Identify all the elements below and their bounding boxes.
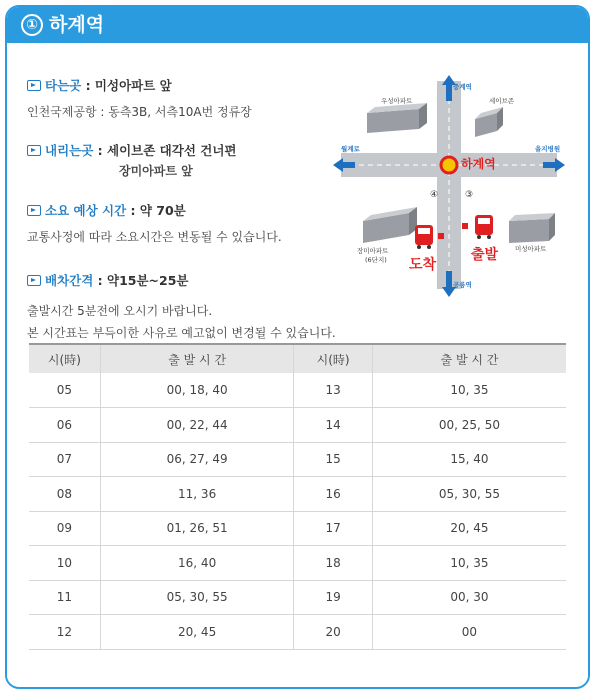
table-row	[29, 408, 566, 443]
west-arrow-icon	[333, 158, 343, 172]
map-building-bl-label: 장미아파트	[357, 247, 389, 255]
hour-cell: 09	[29, 511, 100, 546]
duration-value: : 약 70분	[126, 203, 186, 218]
duration-detail: 교통사정에 따라 소요시간은 변동될 수 있습니다.	[27, 230, 282, 244]
map-building-bl-sub-label: (6단지)	[365, 256, 387, 264]
map-south-label: 공릉역	[453, 281, 472, 289]
hour-cell: 11	[29, 580, 100, 615]
map-corner-3: ③	[465, 190, 474, 200]
map-corner-4: ④	[430, 190, 439, 200]
hour-cell: 12	[29, 615, 100, 650]
times-cell: 16, 40	[100, 546, 294, 581]
table-row	[29, 615, 566, 650]
page-title: 하계역	[49, 14, 105, 36]
stop-marker-arrive	[438, 233, 444, 239]
boarding-label: 타는곳	[45, 78, 82, 93]
hour-cell: 16	[294, 477, 372, 512]
building-bottomleft	[363, 207, 417, 243]
duration-label: 소요 예상 시간	[45, 203, 127, 218]
table-row	[29, 546, 566, 581]
times-cell: 00, 22, 44	[100, 408, 294, 443]
interval-label: 배차간격	[45, 273, 94, 288]
alighting-label: 내리는곳	[45, 143, 94, 158]
times-cell: 00, 30	[372, 580, 566, 615]
building-bottomright	[509, 213, 555, 243]
times-cell: 11, 36	[100, 477, 294, 512]
table-row	[29, 373, 566, 408]
bus-arrive-icon	[415, 225, 433, 249]
notice-text: 본 시간표는 부득이한 사유로 예고없이 변경될 수 있습니다.	[27, 326, 336, 340]
building-topleft	[367, 103, 427, 133]
hour-cell: 10	[29, 546, 100, 581]
alighting-value-2: 장미아파트 앞	[119, 164, 193, 178]
hour-cell: 05	[29, 373, 100, 408]
times-cell: 10, 35	[372, 373, 566, 408]
times-cell: 05, 30, 55	[100, 580, 294, 615]
bus-depart-icon	[475, 215, 493, 239]
table-row	[29, 511, 566, 546]
arrow-icon	[27, 80, 41, 91]
times-cell: 00, 18, 40	[100, 373, 294, 408]
building-topright	[475, 107, 503, 137]
col-hour-1: 시(時)	[29, 344, 100, 373]
map-north-label: 중계역	[453, 83, 472, 91]
map-building-tr-label: 세이브존	[489, 97, 515, 105]
hour-cell: 13	[294, 373, 372, 408]
map-arrive-label: 도착	[409, 257, 437, 273]
col-hour-2: 시(時)	[294, 344, 372, 373]
times-cell: 01, 26, 51	[100, 511, 294, 546]
hour-cell: 08	[29, 477, 100, 512]
arrow-icon	[27, 275, 41, 286]
col-times-1: 출 발 시 간	[100, 344, 294, 373]
hour-cell: 18	[294, 546, 372, 581]
times-cell: 06, 27, 49	[100, 442, 294, 477]
hour-cell: 19	[294, 580, 372, 615]
station-marker-icon	[441, 157, 457, 173]
hour-cell: 07	[29, 442, 100, 477]
timetable-header-row	[29, 344, 566, 373]
alighting-value: : 세이브존 대각선 건너편	[93, 143, 237, 158]
times-cell: 10, 35	[372, 546, 566, 581]
times-cell: 20, 45	[372, 511, 566, 546]
times-cell: 05, 30, 55	[372, 477, 566, 512]
map-depart-label: 출발	[471, 247, 499, 263]
hour-cell: 20	[294, 615, 372, 650]
col-times-2: 출 발 시 간	[372, 344, 566, 373]
alighting-section	[27, 141, 236, 179]
title-number: ①	[21, 14, 43, 36]
table-row	[29, 477, 566, 512]
route-map	[329, 73, 569, 305]
duration-section	[27, 201, 282, 245]
table-row	[29, 442, 566, 477]
arrow-icon	[27, 205, 41, 216]
hour-cell: 17	[294, 511, 372, 546]
map-west-label: 월계로	[341, 145, 360, 153]
times-cell: 20, 45	[100, 615, 294, 650]
interval-section	[27, 271, 336, 341]
map-building-tl-label: 우성아파트	[381, 97, 413, 105]
interval-value: : 약15분~25분	[93, 273, 189, 288]
timetable	[29, 343, 566, 650]
stop-marker-depart	[462, 223, 468, 229]
table-row	[29, 580, 566, 615]
hour-cell: 15	[294, 442, 372, 477]
times-cell: 00, 25, 50	[372, 408, 566, 443]
map-building-br-label: 미성아파트	[515, 245, 547, 253]
interval-detail: 출발시간 5분전에 오시기 바랍니다.	[27, 304, 213, 318]
boarding-value: : 미성아파트 앞	[81, 78, 172, 93]
boarding-section	[27, 76, 252, 120]
boarding-detail: 인천국제공항 : 동측3B, 서측10A번 정류장	[27, 105, 252, 119]
hour-cell: 14	[294, 408, 372, 443]
title-bar	[7, 7, 588, 43]
station-card	[5, 5, 590, 689]
map-station-label: 하계역	[461, 157, 496, 171]
east-arrow-icon	[555, 158, 565, 172]
map-east-label: 을지병원	[535, 145, 561, 153]
times-cell: 15, 40	[372, 442, 566, 477]
arrow-icon	[27, 145, 41, 156]
content-panel	[7, 43, 588, 684]
hour-cell: 06	[29, 408, 100, 443]
times-cell: 00	[372, 615, 566, 650]
